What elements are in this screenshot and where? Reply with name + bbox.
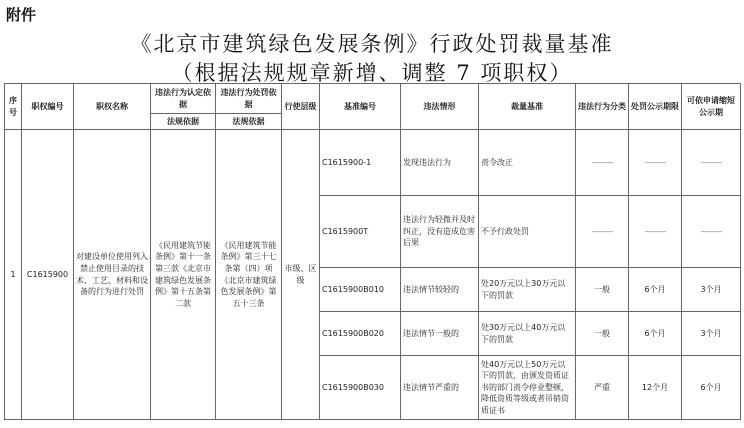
cell-basis-identify: 《民用建筑节能条例》第十一条第三款《北京市建筑绿色发展条例》第十五条第二款 xyxy=(151,130,216,420)
header-publicity: 处罚公示期限 xyxy=(629,84,682,130)
cell-shorten: 3个月 xyxy=(682,312,741,356)
cell-publicity: 6个月 xyxy=(629,268,682,312)
cell-shorten: 6个月 xyxy=(682,356,741,420)
cell-publicity: 6个月 xyxy=(629,312,682,356)
cell-level: 市级、区级 xyxy=(282,130,320,420)
cell-publicity: ——— xyxy=(629,196,682,268)
cell-category: 严重 xyxy=(576,356,629,420)
cell-shorten: ——— xyxy=(682,196,741,268)
header-name: 职权名称 xyxy=(74,84,151,130)
cell-basis-penalty: 《民用建筑节能条例》第三十七条第（四）项《北京市建筑绿色发展条例》第五十三条 xyxy=(216,130,282,420)
header-level: 行使层级 xyxy=(282,84,320,130)
header-basis-identify: 违法行为认定依据 xyxy=(151,84,216,114)
cell-publicity: 12个月 xyxy=(629,356,682,420)
page-subtitle: （根据法规规章新增、调整 7 项职权） xyxy=(171,61,573,85)
cell-std-code: C1615900B030 xyxy=(320,356,401,420)
header-shorten: 可依申请缩短公示期 xyxy=(682,84,741,130)
cell-standard: 处30万元以上40万元以下的罚款 xyxy=(479,312,576,356)
cell-situation: 违法情节严重的 xyxy=(401,356,479,420)
cell-std-code: C1615900B020 xyxy=(320,312,401,356)
header-code: 职权编号 xyxy=(22,84,74,130)
header-row xyxy=(5,84,741,114)
penalty-standard-table xyxy=(4,83,741,420)
cell-category: 一般 xyxy=(576,268,629,312)
header-basis-penalty-sub: 法规依据 xyxy=(216,114,282,130)
header-basis-penalty: 违法行为处罚依据 xyxy=(216,84,282,114)
cell-standard: 处20万元以上30万元以下的罚款 xyxy=(479,268,576,312)
header-category: 违法行为分类 xyxy=(576,84,629,130)
table-row xyxy=(5,130,741,196)
cell-standard: 处40万元以上50万元以下的罚款，由颁发资质证书的部门责令停业整顿，降低资质等级或者吊销资质证书 xyxy=(479,356,576,420)
cell-std-code: C1615900T xyxy=(320,196,401,268)
header-situation: 违法情形 xyxy=(401,84,479,130)
cell-situation: 违法情节一般的 xyxy=(401,312,479,356)
cell-standard: 不予行政处罚 xyxy=(479,196,576,268)
cell-category: 一般 xyxy=(576,312,629,356)
cell-shorten: ——— xyxy=(682,130,741,196)
cell-situation: 违法情节较轻的 xyxy=(401,268,479,312)
cell-situation: 发现违法行为 xyxy=(401,130,479,196)
header-std-code: 基准编号 xyxy=(320,84,401,130)
cell-seq: 1 xyxy=(5,130,22,420)
cell-shorten: 3个月 xyxy=(682,268,741,312)
cell-category: ——— xyxy=(576,130,629,196)
header-seq: 序号 xyxy=(5,84,22,130)
cell-std-code: C1615900-1 xyxy=(320,130,401,196)
cell-situation: 违法行为轻微并及时纠正，没有造成危害后果 xyxy=(401,196,479,268)
cell-category: ——— xyxy=(576,196,629,268)
cell-standard: 责令改正 xyxy=(479,130,576,196)
appendix-label: 附件 xyxy=(6,6,37,24)
cell-name: 对建设单位使用列入禁止使用目录的技术、工艺、材料和设备的行为进行处罚 xyxy=(74,130,151,420)
cell-publicity: ——— xyxy=(629,130,682,196)
page-title: 《北京市建筑绿色发展条例》行政处罚裁量基准 xyxy=(130,32,614,56)
header-basis-identify-sub: 法规依据 xyxy=(151,114,216,130)
header-standard: 裁量基准 xyxy=(479,84,576,130)
cell-code: C1615900 xyxy=(22,130,74,420)
cell-std-code: C1615900B010 xyxy=(320,268,401,312)
